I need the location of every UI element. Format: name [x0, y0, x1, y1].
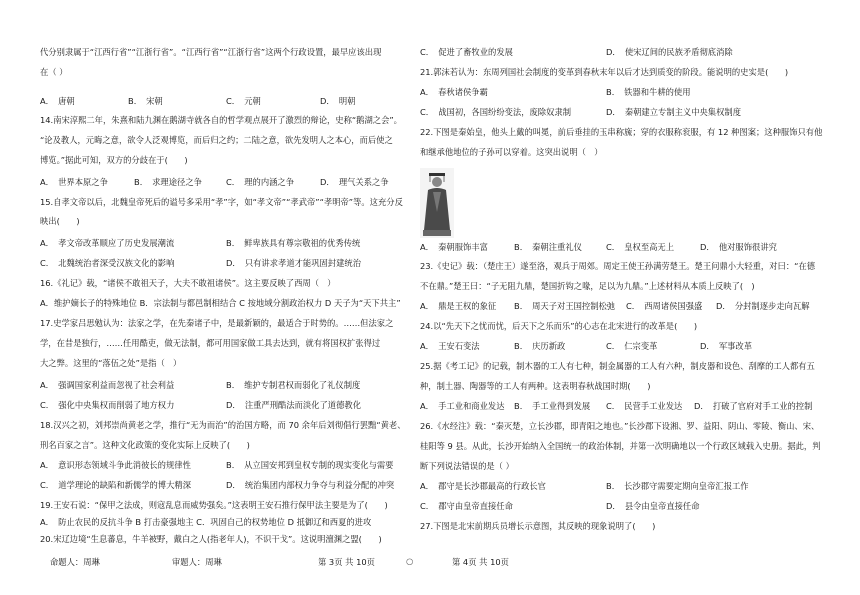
- option-a: A． 唐朝: [40, 96, 75, 106]
- question-text: 15.自孝文帝以后，北魏皇帝死后的谥号多采用“孝”字，如“孝文帝”“孝武帝”“孝明帝”等。这充分反: [40, 197, 403, 207]
- option-b: B． 长沙郡守需要定期向皇帝汇报工作: [606, 481, 749, 491]
- question-text: 刑名百家之言”。这种文化政策的变化实际上反映了( ): [40, 440, 250, 450]
- option-b: B． 周天子对王国控制松弛: [514, 301, 616, 311]
- question-text: 代分别隶属于“江西行省”“江浙行省”。“江西行省”“江浙行省”这两个行政设置，最早应该出现: [40, 47, 382, 57]
- option-a: A． 春秋诸侯争霸: [420, 87, 488, 97]
- option-a: A． 秦朝服饰丰富: [420, 242, 488, 252]
- option-a: A． 鼎是王权的象征: [420, 301, 497, 311]
- option-c: C． 仁宗变革: [606, 341, 658, 351]
- question-text: 不在鼎。”楚王曰：“子无阻九鼎，楚国折钩之喙，足以为九鼎。”上述材料从本质上反映了( ): [420, 281, 755, 291]
- question-text: 在（ ）: [40, 67, 68, 77]
- page-number-right: 第 4页 共 10页: [452, 557, 509, 567]
- question-text: 博览。”据此可知，双方的分歧在于( ): [40, 155, 188, 165]
- question-text: 20.宋辽边境“生息蕃息，牛羊被野，戴白之人(指老年人)，不识干戈”。这说明澶渊之盟( ): [40, 534, 382, 544]
- question-text: 16.《礼记》载，“诸侯不敢祖天子，大夫不敢祖诸侯”。这主要反映了西周（ ）: [40, 278, 336, 288]
- question-text: 学，在昔是独行，……任用酷吏，做无法制，都可用国家做工具去达到，就有将国权扩张得过: [40, 338, 381, 348]
- author-label: 命题人：周琳: [50, 557, 100, 567]
- question-text: A．维护嫡长子的特殊地位 B．宗法制与都邑制相结合 C 按地域分割政治权力 D 天子为“天下共主”: [40, 298, 401, 308]
- option-a: A． 王安石变法: [420, 341, 480, 351]
- option-c: C． 战国初，各国纷纷变法，废除奴隶制: [420, 107, 571, 117]
- question-text: 27.下图是北宋前期兵员增长示意图，其反映的现象说明了( ): [420, 521, 656, 531]
- option-d: D． 只有讲求孝道才能巩固封建统治: [226, 258, 361, 268]
- option-d: D． 他对服饰很讲究: [700, 242, 777, 252]
- option-d: D． 使宋辽间的民族矛盾彻底消除: [606, 47, 733, 57]
- option-b: B． 秦朝注重礼仪: [514, 242, 582, 252]
- option-c: C． 理的内涵之争: [226, 177, 295, 187]
- option-a: A． 郡守是长沙郡最高的行政长官: [420, 481, 546, 491]
- option-b: B． 维护专制君权而弱化了礼仪制度: [226, 380, 361, 390]
- option-b: B． 求理途径之争: [134, 177, 202, 187]
- separator-icon: ○: [406, 556, 414, 566]
- option-c: C． 皇权至高无上: [606, 242, 675, 252]
- option-b: B． 庆历新政: [514, 341, 566, 351]
- question-text: 种，制土器、陶器等的工人有两种。这表明春秋战国时期( ): [420, 381, 651, 391]
- option-a: A． 意识形态领域斗争此消彼长的规律性: [40, 460, 191, 470]
- option-c: C． 道学理论的缺陷和新儒学的博大精深: [40, 480, 191, 490]
- option-d: D． 县令由皇帝直接任命: [606, 501, 700, 511]
- option-c: C． 民营手工业发达: [606, 401, 683, 411]
- option-c: C． 强化中央集权而削弱了地方权力: [40, 400, 175, 410]
- option-d: D． 打破了官府对手工业的控制: [694, 401, 813, 411]
- question-text: 和继承他地位的子孙可以穿着。这突出说明（ ）: [420, 147, 603, 157]
- qin-shihuang-portrait-image: [420, 168, 454, 238]
- question-text: 大之弊。这里的“落伍之处”是指（ ）: [40, 358, 182, 368]
- question-text: 24.以“先天下之忧而忧，后天下之乐而乐”的心志在北宋进行的改革是( ): [420, 321, 698, 331]
- question-text: 断下列说法错误的是（ ）: [420, 461, 514, 471]
- question-text: 25.据《考工记》的记载，制木器的工人有七种，制金属器的工人有六种，制皮器和设色、刮摩的工人都有五: [420, 361, 815, 371]
- question-text: 22.下图是秦始皇，他头上戴的叫冕，前后垂挂的玉串称旒；穿的衣服称衮服，有 12 种图案；这种服饰只有他: [420, 127, 823, 137]
- page-number-left: 第 3页 共 10页: [318, 557, 375, 567]
- option-a: A． 世界本原之争: [40, 177, 108, 187]
- question-text: 14.南宋淳熙二年，朱熹和陆九渊在鹅湖寺就各自的哲学观点展开了激烈的辩论，史称“鹅湖之会”。: [40, 115, 402, 125]
- question-text: 19.王安石说：“保甲之法成，则寇乱息而威势强矣。”这表明王安石推行保甲法主要是为了( ): [40, 500, 388, 510]
- option-a: A． 手工业和商业发达: [420, 401, 505, 411]
- option-d: D． 军事改革: [700, 341, 753, 351]
- option-d: D． 分封制逐步走向瓦解: [716, 301, 810, 311]
- option-c: C． 郡守由皇帝直接任命: [420, 501, 513, 511]
- question-text: 17.史学家吕思勉认为：法家之学，在先秦诸子中，是最新颖的，最适合于时势的。……但法家之: [40, 318, 394, 328]
- option-b: B． 从立国安邦到皇权专制的现实变化与需要: [226, 460, 394, 470]
- option-b: B． 铁器和牛耕的使用: [606, 87, 691, 97]
- option-b: B． 宋朝: [128, 96, 163, 106]
- question-text: 映出( ): [40, 216, 80, 226]
- option-b: B． 手工业得到发展: [514, 401, 591, 411]
- option-c: C． 促进了畜牧业的发展: [420, 47, 513, 57]
- question-text: “论及教人，元晦之意，欲令人泛观博览，而后归之约；二陆之意，欲先发明人之本心，而后使之: [40, 135, 393, 145]
- option-d: D． 秦朝建立专制主义中央集权制度: [606, 107, 741, 117]
- question-text: 26.《水经注》载：“秦灭楚，立长沙郡，即青阳之地也。”长沙郡下设湘、罗、益阳、阴山、零陵、衡山、宋、: [420, 421, 820, 431]
- question-text: 23.《史记》载：（楚庄王）遂至洛，观兵于周郊。周定王使王孙满劳楚王。楚王问鼎小大轻重，对曰：“在德: [420, 261, 816, 271]
- option-d: D． 统治集团内部权力争夺与利益分配的冲突: [226, 480, 395, 490]
- option-c: C． 元朝: [226, 96, 261, 106]
- question-text: 桂阳等 9 县。从此，长沙开始纳入全国统一的政治体制，并第一次明确地以一个行政区域载入史册。据此，判: [420, 441, 821, 451]
- option-b: B． 鲜卑族具有尊宗敬祖的优秀传统: [226, 238, 361, 248]
- question-text: 18.汉兴之初，刘邦崇尚黄老之学，推行“无为而治”的治国方略，而 70 余年后刘彻倡行罢黜“黄老、: [40, 420, 406, 430]
- option-c: C． 北魏统治者深受汉族文化的影响: [40, 258, 175, 268]
- option-d: D． 注重严刑酷法而淡化了道德教化: [226, 400, 361, 410]
- option-a: A． 强调国家利益而忽视了社会利益: [40, 380, 175, 390]
- option-d: D． 明朝: [320, 96, 356, 106]
- question-text: 21.郭沫若认为：东周列国社会制度的变革到春秋末年以后才达到质变的阶段。能说明的史实是( ): [420, 67, 789, 77]
- reviewer-label: 审题人：周琳: [172, 557, 222, 567]
- option-d: D． 理气关系之争: [320, 177, 389, 187]
- option-row: A． 防止农民的反抗斗争 B 打击豪强地主 C．巩固自己的权势地位 D 抵御辽和西夏的进攻: [40, 517, 372, 527]
- option-a: A． 孝文帝改革顺应了历史发展潮流: [40, 238, 175, 248]
- option-c: C． 西周诸侯国强盛: [626, 301, 703, 311]
